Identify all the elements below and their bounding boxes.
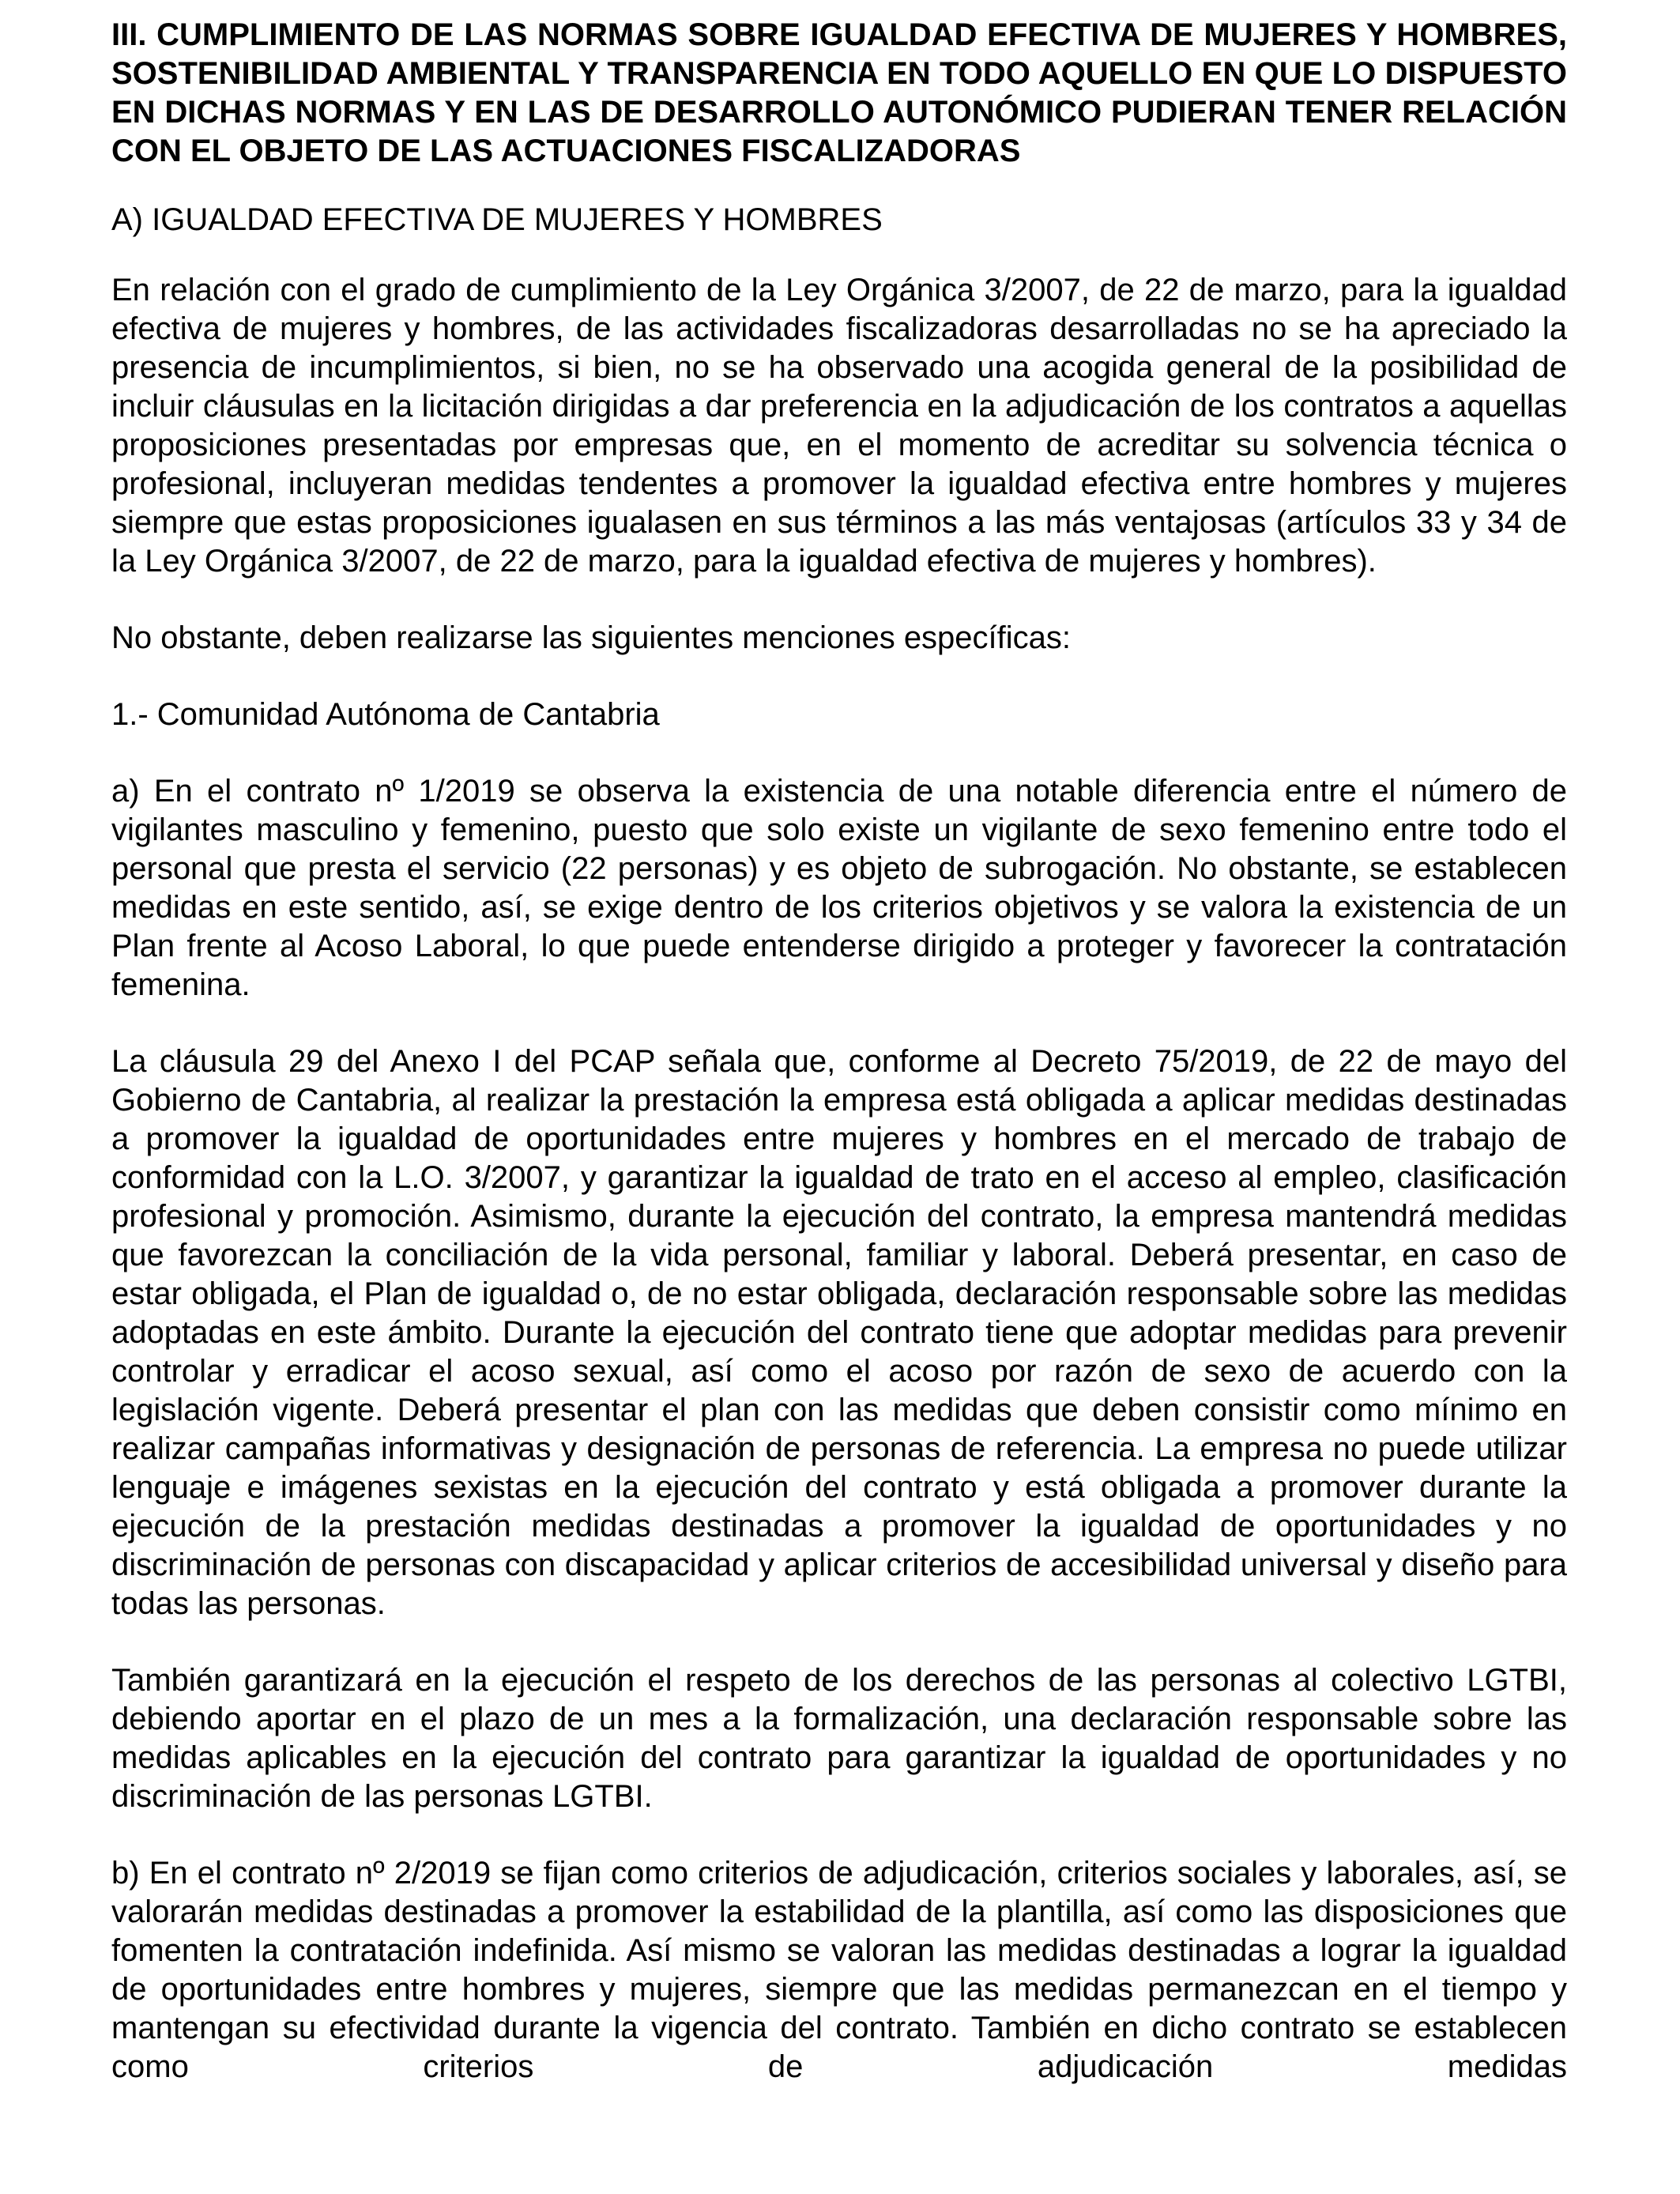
paragraph-notwithstanding: No obstante, deben realizarse las siguientes menciones específicas: (111, 620, 1072, 655)
document-page (111, 16, 1567, 2087)
paragraph-contract-1: a) En el contrato nº 1/2019 se observa la existencia de una notable diferencia entre el número de vigilantes masculino y femenino, puesto que solo existe un vigilante de sexo femenino entre todo el personal que presta el servicio (22 personas) y es objeto de subrogación. No obstante, se establecen medidas en este sentido, así, se exige dentro de los criterios objetivos y se valora la existencia de un Plan frente al Acoso Laboral, lo que puede entenderse dirigido a proteger y favorecer la contratación femenina. (111, 774, 1567, 1002)
paragraph-clause-29: La cláusula 29 del Anexo I del PCAP señala que, conforme al Decreto 75/2019, de 22 de mayo del Gobierno de Cantabria, al realizar la prestación la empresa está obligada a aplicar medidas destinadas a promover la igualdad de oportunidades entre mujeres y hombres en el mercado de trabajo de conformidad con la L.O. 3/2007, y garantizar la igualdad de trato en el acceso al empleo, clasificación profesional y promoción. Asimismo, durante la ejecución del contrato, la empresa mantendrá medidas que favorezcan la conciliación de la vida personal, familiar y laboral. Deberá presentar, en caso de estar obligada, el Plan de igualdad o, de no estar obligada, declaración responsable sobre las medidas adoptadas en este ámbito. Durante la ejecución del contrato tiene que adoptar medidas para prevenir controlar y erradicar el acoso sexual, así como el acoso por razón de sexo de acuerdo con la legislación vigente. Deberá presentar el plan con las medidas que deben consistir como mínimo en realizar campañas informativas y designación de personas de referencia. La empresa no puede utilizar lenguaje e imágenes sexistas en la ejecución del contrato y está obligada a promover durante la ejecución de la prestación medidas destinadas a promover la igualdad de oportunidades y no discriminación de personas con discapacidad y aplicar criterios de accesibilidad universal y diseño para todas las personas. (111, 1044, 1567, 1621)
subsection-heading-a: A) IGUALDAD EFECTIVA DE MUJERES Y HOMBRES (111, 202, 883, 237)
paragraph-contract-2: b) En el contrato nº 2/2019 se fijan como criterios de adjudicación, criterios sociales y laborales, así, se valorarán medidas destinadas a promover la estabilidad de la plantilla, así como las disposiciones que fomenten la contratación indefinida. Así mismo se valoran las medidas destinadas a lograr la igualdad de oportunidades entre hombres y mujeres, siempre que las medidas permanezcan en el tiempo y mantengan su efectividad durante la vigencia del contrato. También en dicho contrato se establecen como criterios de adjudicación medidas (111, 1856, 1567, 2084)
paragraph-intro: En relación con el grado de cumplimiento de la Ley Orgánica 3/2007, de 22 de marzo, para la igualdad efectiva de mujeres y hombres, de las actividades fiscalizadoras desarrolladas no se ha apreciado la presencia de incumplimientos, si bien, no se ha observado una acogida general de la posibilidad de incluir cláusulas en la licitación dirigidas a dar preferencia en la adjudicación de los contratos a aquellas proposiciones presentadas por empresas que, en el momento de acreditar su solvencia técnica o profesional, incluyeran medidas tendentes a promover la igualdad efectiva entre hombres y mujeres siempre que estas proposiciones igualasen en sus términos a las más ventajosas (artículos 33 y 34 de la Ley Orgánica 3/2007, de 22 de marzo, para la igualdad efectiva de mujeres y hombres). (111, 273, 1567, 579)
section-heading: III. CUMPLIMIENTO DE LAS NORMAS SOBRE IGUALDAD EFECTIVA DE MUJERES Y HOMBRES, SOSTENIBILIDAD AMBIENTAL Y TRANSPARENCIA EN TODO AQUELLO EN QUE LO DISPUESTO EN DICHAS NORMAS Y EN LAS DE DESARROLLO AUTONÓMICO PUDIERAN TENER RELACIÓN CON EL OBJETO DE LAS ACTUACIONES FISCALIZADORAS (111, 17, 1567, 168)
subsection-heading-cantabria: 1.- Comunidad Autónoma de Cantabria (111, 697, 660, 732)
paragraph-lgtbi: También garantizará en la ejecución el respeto de los derechos de las personas al colectivo LGTBI, debiendo aportar en el plazo de un mes a la formalización, una declaración responsable sobre las medidas aplicables en la ejecución del contrato para garantizar la igualdad de oportunidades y no discriminación de las personas LGTBI. (111, 1663, 1567, 1814)
